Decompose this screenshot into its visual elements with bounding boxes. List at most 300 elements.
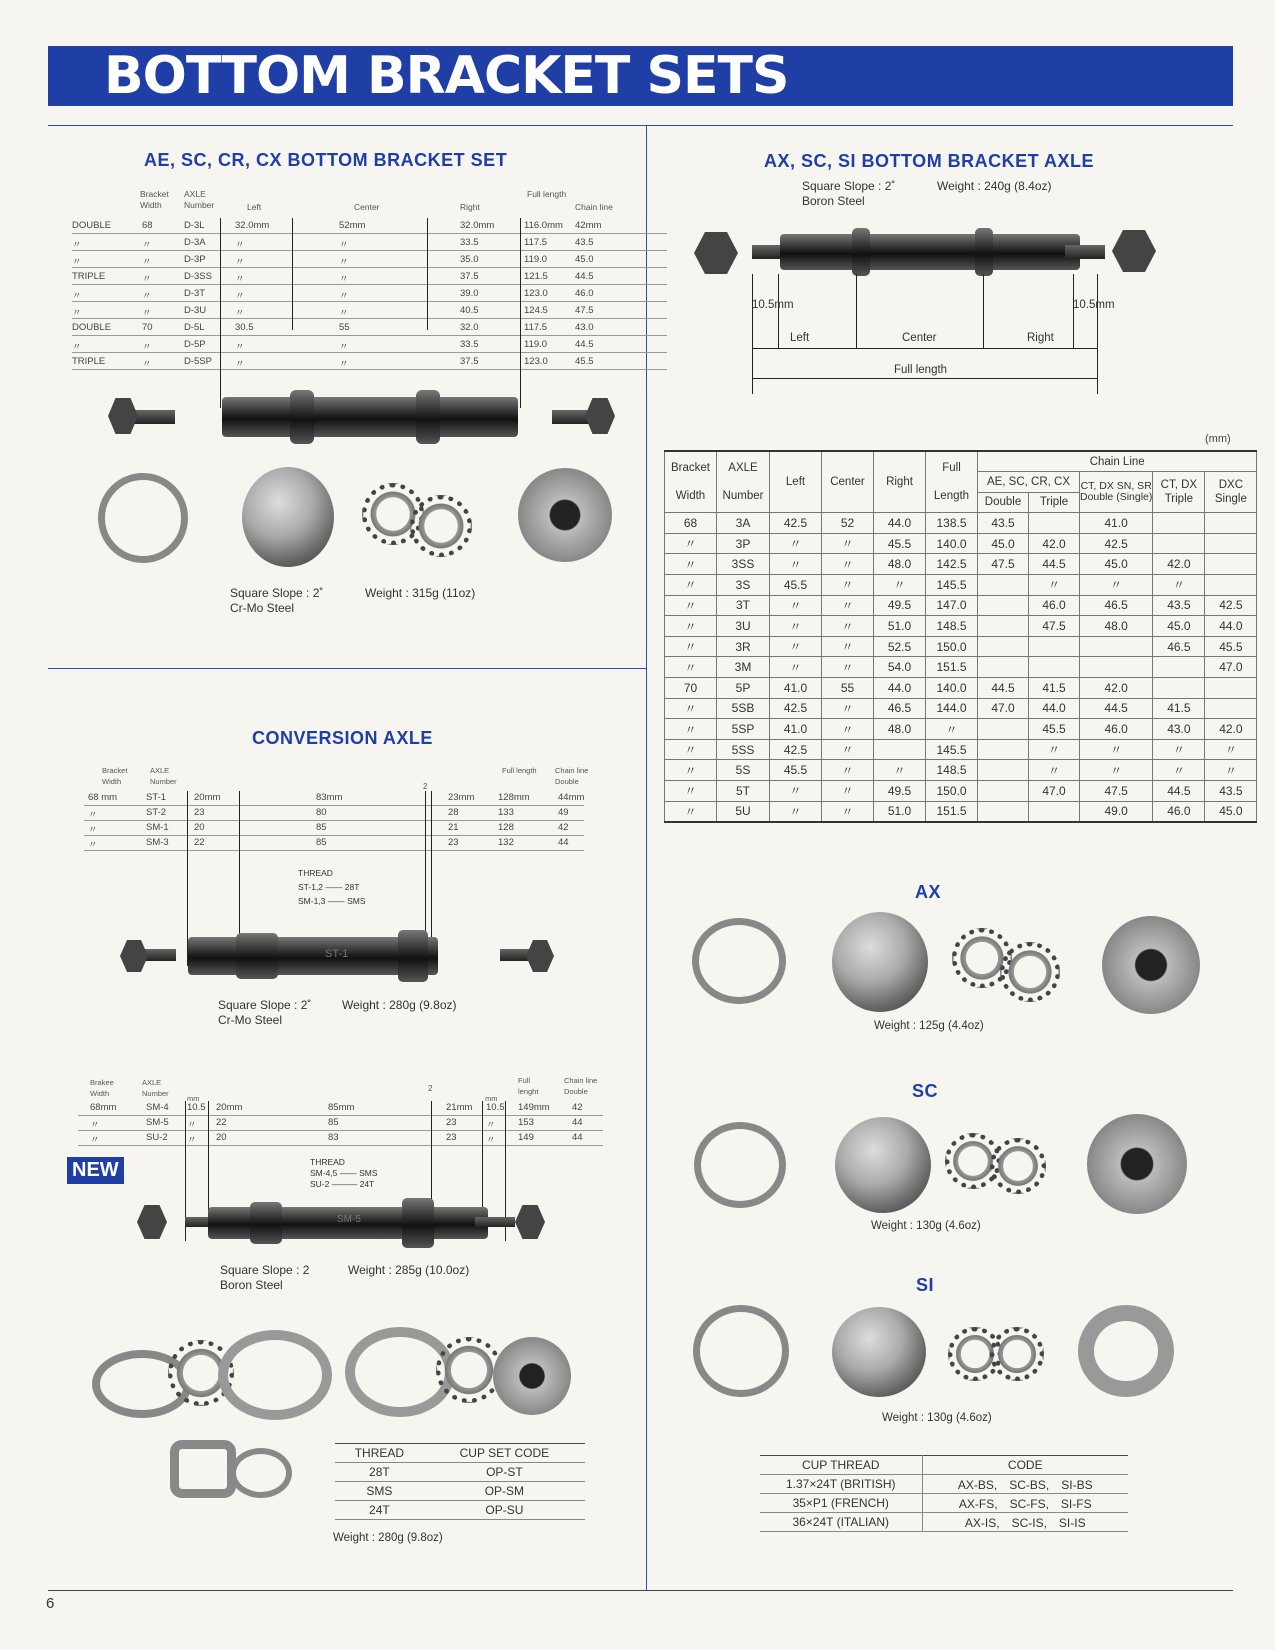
page-number: 6: [46, 1595, 55, 1612]
cup-thread-row: [760, 1475, 1128, 1494]
ae-cell-right: 33.5: [460, 339, 479, 350]
cell-width: 〃: [665, 636, 717, 657]
cell-axle: 5P: [717, 678, 770, 699]
ae-cell-full: 124.5: [524, 305, 548, 316]
ae-slope: Square Slope : 2˚: [230, 586, 324, 600]
new-thread-box: [310, 1157, 378, 1190]
cell-center: 55: [822, 678, 874, 699]
ax-slope: Square Slope : 2˚: [802, 179, 896, 193]
cell-ae-triple: 41.5: [1029, 678, 1080, 699]
ae-cell-right: 37.5: [460, 356, 479, 367]
ae-cell-type: 〃: [72, 291, 82, 302]
th-dxc-label: DXC: [1218, 479, 1244, 492]
ae-cell-center: 〃: [339, 308, 349, 319]
si-parts-weight: Weight : 130g (4.6oz): [882, 1412, 992, 1424]
ae-cell-right: 37.5: [460, 271, 479, 282]
cell-ae-double: [978, 781, 1029, 802]
new-cell-left: 20mm: [216, 1102, 243, 1113]
cell-width: 〃: [665, 554, 717, 575]
ae-cell-type: 〃: [72, 308, 82, 319]
fixed-cup: [832, 912, 928, 1012]
cell-axle: 3SS: [717, 554, 770, 575]
new-slope: Square Slope : 2: [220, 1263, 310, 1277]
cell-center: 〃: [822, 554, 874, 575]
cell-width: 〃: [665, 533, 717, 554]
cell-axle: 3U: [717, 616, 770, 637]
axle-table-row: [665, 698, 1257, 719]
cell-dxc-single: 47.0: [1205, 657, 1257, 678]
new-h-width: Brakee Width: [90, 1078, 114, 1098]
lock-ring: [694, 1122, 786, 1208]
ae-cell-full: 117.5: [524, 237, 548, 248]
dim-arrow-line: [752, 378, 1097, 379]
cell-right: 〃: [874, 760, 926, 781]
ax-material: Boron Steel: [802, 194, 865, 208]
cell-left: 41.0: [770, 678, 822, 699]
axle-shoulder: [416, 390, 440, 444]
cell-axle: 5SP: [717, 719, 770, 740]
conv-thread-line: SM-1,3 —— SMS: [298, 896, 366, 906]
adjustable-cup: [1102, 916, 1200, 1014]
cupset-thread: SMS: [335, 1482, 424, 1501]
cell-ct-dx-sn: 47.5: [1080, 781, 1153, 802]
ae-cell-left: 〃: [235, 308, 245, 319]
cell-width: 〃: [665, 760, 717, 781]
cell-left: 41.0: [770, 719, 822, 740]
lock-ring: [98, 473, 188, 563]
bearing-retainer: [436, 1337, 502, 1403]
axle-table-row: [665, 575, 1257, 596]
page-banner: [48, 46, 1233, 106]
cell-ae-double: [978, 616, 1029, 637]
cell-ct-dx-sn: 46.0: [1080, 719, 1153, 740]
ct-code: AX-BS, SC-BS, SI-BS: [922, 1475, 1128, 1494]
cell-axle: 5SB: [717, 698, 770, 719]
ae-row: [72, 337, 667, 353]
ae-cell-left: 〃: [235, 342, 245, 353]
ae-cell-center: 〃: [339, 359, 349, 370]
ae-cell-right: 35.0: [460, 254, 479, 265]
ae-cell-width: 〃: [142, 257, 152, 268]
cell-right: 51.0: [874, 616, 926, 637]
cell-width: 〃: [665, 575, 717, 596]
cell-dxc-single: [1205, 533, 1257, 554]
cell-full: 150.0: [926, 781, 978, 802]
cell-center: 〃: [822, 616, 874, 637]
new-axle-table: [78, 1075, 608, 1145]
new-cell-chain: 42: [572, 1102, 583, 1113]
conv-cell-right: 23: [448, 837, 459, 848]
conv-cell-axle: ST-1: [146, 792, 167, 803]
cone: [493, 1337, 571, 1415]
cell-ae-triple: 44.0: [1029, 698, 1080, 719]
ae-h-left: Left: [247, 202, 262, 212]
bolt-head: [108, 398, 138, 434]
ae-h-right: Right: [460, 202, 480, 212]
ae-cell-chain: 43.0: [575, 322, 594, 333]
conv-cell-full: 128: [498, 822, 514, 833]
ae-cell-type: DOUBLE: [72, 220, 112, 231]
cell-right: 48.0: [874, 554, 926, 575]
dim-line: [752, 274, 753, 394]
ae-cell-chain: 47.5: [575, 305, 594, 316]
lock-nut: [170, 1440, 236, 1498]
new-cell-full: 149mm: [518, 1102, 550, 1113]
ae-cell-type: TRIPLE: [72, 356, 106, 367]
ae-cell-type: TRIPLE: [72, 271, 106, 282]
th-left: Left: [770, 451, 822, 513]
cell-ae-triple: 42.0: [1029, 533, 1080, 554]
ae-cell-right: 39.0: [460, 288, 479, 299]
conv-row: [84, 821, 584, 836]
cell-ct-dx-triple: 44.5: [1153, 781, 1205, 802]
threaded-end: [1065, 245, 1105, 259]
ax-parts-label: AX: [915, 882, 942, 902]
cell-ae-double: [978, 739, 1029, 760]
new-cell-r1: 〃: [486, 1135, 496, 1146]
cell-ae-triple: 46.0: [1029, 595, 1080, 616]
lock-ring: [693, 1305, 789, 1397]
axle-nut: [694, 232, 738, 274]
cell-axle: 3T: [717, 595, 770, 616]
ct-h-code: CODE: [922, 1456, 1128, 1475]
ae-row: [72, 218, 667, 234]
dim-line: [427, 218, 428, 330]
cell-left: 〃: [770, 636, 822, 657]
cell-full: 142.5: [926, 554, 978, 575]
new-spec: [220, 1263, 309, 1293]
th-full: Full: [942, 462, 961, 475]
ae-cell-right: 32.0: [460, 322, 479, 333]
ae-row: [72, 320, 667, 336]
dim-line: [239, 791, 240, 956]
new-cell-center: 85mm: [328, 1102, 355, 1113]
axle-thread-section: [236, 933, 278, 979]
ae-cell-width: 〃: [142, 274, 152, 285]
cell-ae-triple: 45.5: [1029, 719, 1080, 740]
ae-cell-type: 〃: [72, 257, 82, 268]
th-width: Width: [675, 490, 706, 503]
ae-set-table: [72, 188, 667, 378]
conv-cell-left: 20: [194, 822, 205, 833]
ae-cell-left: 〃: [235, 274, 245, 285]
axle-nut: [1112, 230, 1156, 272]
cell-ct-dx-sn: 46.5: [1080, 595, 1153, 616]
cell-ct-dx-sn: 〃: [1080, 575, 1153, 596]
axle-table-row: [665, 616, 1257, 637]
cell-ct-dx-sn: 〃: [1080, 739, 1153, 760]
conv-cell-width: 〃: [88, 810, 98, 821]
cell-ae-double: [978, 760, 1029, 781]
th-ct-dx-sn: [1080, 472, 1153, 513]
bolt-head: [526, 940, 554, 972]
ae-cell-axle: D-3U: [184, 305, 207, 316]
cell-ct-dx-triple: 〃: [1153, 760, 1205, 781]
cell-right: 44.0: [874, 513, 926, 534]
cell-full: 140.0: [926, 533, 978, 554]
dim-arrow-line: [752, 348, 1097, 349]
ae-row: [72, 354, 667, 370]
adjustable-cup: [1087, 1114, 1187, 1214]
conv-gap: 2: [423, 782, 428, 791]
conversion-table: [84, 765, 604, 875]
new-h-mm: mm: [187, 1094, 200, 1103]
ct-thread: 1.37×24T (BRITISH): [760, 1475, 922, 1494]
cell-full: 〃: [926, 719, 978, 740]
ae-cell-width: 〃: [142, 240, 152, 251]
axle-table-row: [665, 760, 1257, 781]
ae-cell-full: 123.0: [524, 356, 548, 367]
axle-table-row: [665, 533, 1257, 554]
cell-full: 147.0: [926, 595, 978, 616]
cell-center: 〃: [822, 801, 874, 822]
axle-table-row: [665, 554, 1257, 575]
cell-width: 〃: [665, 739, 717, 760]
cell-left: 〃: [770, 657, 822, 678]
conv-cell-right: 21: [448, 822, 459, 833]
cell-axle: 5T: [717, 781, 770, 802]
fixed-cup: [242, 467, 334, 567]
cell-dxc-single: 42.5: [1205, 595, 1257, 616]
new-cell-left: 22: [216, 1117, 227, 1128]
ax-dim-right: Right: [1027, 332, 1054, 344]
cell-full: 148.5: [926, 760, 978, 781]
cell-right: 51.0: [874, 801, 926, 822]
conv-cell-center: 85: [316, 822, 327, 833]
cell-dxc-single: 〃: [1205, 739, 1257, 760]
axle-table-row: [665, 739, 1257, 760]
new-cell-width: 〃: [90, 1120, 100, 1131]
cell-ct-dx-sn: 42.0: [1080, 678, 1153, 699]
dim-line: [520, 218, 521, 408]
cell-ae-double: 47.0: [978, 698, 1029, 719]
ae-cell-center: 〃: [339, 274, 349, 285]
ae-cell-width: 〃: [142, 308, 152, 319]
conv-row: [84, 791, 584, 806]
new-cell-left: 20: [216, 1132, 227, 1143]
axle-shoulder: [852, 228, 870, 276]
th-ct-dx-label: CT, DX: [1160, 479, 1198, 492]
cell-ae-double: 45.0: [978, 533, 1029, 554]
axle-shoulder: [290, 390, 314, 444]
ae-h-axle: AXLE Number: [184, 189, 215, 210]
cell-left: 〃: [770, 616, 822, 637]
th-ae-group: AE, SC, CR, CX: [978, 472, 1080, 493]
bearing-retainer: [990, 1138, 1046, 1194]
ct-thread: 36×24T (ITALIAN): [760, 1513, 922, 1532]
cupset-row: [335, 1501, 585, 1520]
ae-cell-chain: 45.0: [575, 254, 594, 265]
conv-thread-line: ST-1,2 —— 28T: [298, 882, 360, 892]
cell-center: 52: [822, 513, 874, 534]
axle-thread-section: [402, 1198, 434, 1248]
conv-cell-width: 〃: [88, 840, 98, 851]
conv-spec: [218, 998, 311, 1028]
axle-shoulder: [975, 228, 993, 276]
cell-right: 52.5: [874, 636, 926, 657]
new-badge: NEW: [67, 1157, 124, 1184]
new-thread-line: SU-2 ——— 24T: [310, 1179, 375, 1189]
cell-ct-dx-triple: 41.5: [1153, 698, 1205, 719]
cell-right: 49.5: [874, 595, 926, 616]
cell-center: 〃: [822, 781, 874, 802]
cell-width: 〃: [665, 719, 717, 740]
new-cell-axle: SM-4: [146, 1102, 169, 1113]
cell-right: 44.0: [874, 678, 926, 699]
th-right: Right: [874, 451, 926, 513]
cupset-h-code: CUP SET CODE: [424, 1444, 585, 1463]
ae-cell-full: 117.5: [524, 322, 548, 333]
cupset-code: OP-SM: [424, 1482, 585, 1501]
cell-axle: 3A: [717, 513, 770, 534]
ae-cell-type: 〃: [72, 342, 82, 353]
ae-cell-chain: 44.5: [575, 271, 594, 282]
cell-ae-triple: [1029, 657, 1080, 678]
th-number: Number: [722, 490, 764, 503]
cup: [218, 1330, 332, 1420]
cell-right: 48.0: [874, 719, 926, 740]
axle-table-body: [665, 513, 1257, 822]
conv-cell-center: 85: [316, 837, 327, 848]
cell-ct-dx-triple: [1153, 657, 1205, 678]
cell-left: 42.5: [770, 698, 822, 719]
cell-ae-double: [978, 595, 1029, 616]
axle-table-row: [665, 781, 1257, 802]
cell-ae-triple: [1029, 513, 1080, 534]
ae-cell-right: 33.5: [460, 237, 479, 248]
axle-nut: [515, 1205, 545, 1239]
top-rule: [48, 125, 1233, 126]
ct-thread: 35×P1 (FRENCH): [760, 1494, 922, 1513]
ae-cell-chain: 45.5: [575, 356, 594, 367]
ae-cell-chain: 43.5: [575, 237, 594, 248]
cell-ct-dx-triple: 〃: [1153, 575, 1205, 596]
conv-cell-left: 23: [194, 807, 205, 818]
cupset-row: [335, 1482, 585, 1501]
ax-dim-center: Center: [902, 332, 937, 344]
cell-width: 〃: [665, 781, 717, 802]
washer: [230, 1448, 292, 1498]
new-cell-axle: SM-5: [146, 1117, 169, 1128]
conv-thread-title: THREAD: [298, 868, 333, 878]
cell-ct-dx-sn: 45.0: [1080, 554, 1153, 575]
conv-cell-axle: SM-1: [146, 822, 169, 833]
cell-dxc-single: [1205, 513, 1257, 534]
conv-cell-right: 23mm: [448, 792, 475, 803]
ae-h-center: Center: [354, 202, 380, 212]
ae-cell-chain: 44.5: [575, 339, 594, 350]
cupset-row: [335, 1463, 585, 1482]
ae-h-chain: Chain line: [575, 202, 613, 212]
cell-full: 145.5: [926, 739, 978, 760]
ae-h-width: Bracket Width: [140, 189, 169, 210]
th-bracket-width: [665, 451, 717, 513]
new-cell-axle: SU-2: [146, 1132, 168, 1143]
ae-cell-center: 55: [339, 322, 350, 333]
ax-dim-left: Left: [790, 332, 810, 344]
cell-ct-dx-sn: [1080, 636, 1153, 657]
cell-center: 〃: [822, 698, 874, 719]
ae-spec: [230, 586, 323, 616]
ae-cell-width: 70: [142, 322, 153, 333]
ax-axle: [780, 234, 1080, 270]
conv-cell-left: 22: [194, 837, 205, 848]
cell-ct-dx-sn: 42.5: [1080, 533, 1153, 554]
cell-width: 〃: [665, 801, 717, 822]
cell-right: 46.5: [874, 698, 926, 719]
cell-ct-dx-triple: [1153, 533, 1205, 554]
ae-cell-right: 32.0mm: [460, 220, 495, 231]
ax-dim-right-end: 10.5mm: [1073, 299, 1115, 311]
ae-cell-center: 〃: [339, 257, 349, 268]
cupset-body: [335, 1463, 585, 1520]
cell-ct-dx-triple: [1153, 678, 1205, 699]
ae-cell-axle: D-5L: [184, 322, 205, 333]
cell-ct-dx-sn: 49.0: [1080, 801, 1153, 822]
new-cell-width: 68mm: [90, 1102, 117, 1113]
adjustable-cup: [518, 468, 612, 562]
new-h-axle: AXLE Number: [142, 1078, 169, 1098]
dim-line: [292, 218, 293, 330]
cell-ct-dx-triple: 〃: [1153, 739, 1205, 760]
cell-ae-double: [978, 719, 1029, 740]
th-ct-dx: [1153, 472, 1205, 513]
th-axle-number: [717, 451, 770, 513]
dim-line: [1097, 274, 1098, 394]
dim-line: [983, 274, 984, 349]
cell-center: 〃: [822, 533, 874, 554]
ae-row: [72, 269, 667, 285]
sc-parts-weight: Weight : 130g (4.6oz): [871, 1220, 981, 1232]
cupset-code: OP-SU: [424, 1501, 585, 1520]
cell-left: 〃: [770, 595, 822, 616]
new-row: [78, 1116, 603, 1131]
cell-axle: 3R: [717, 636, 770, 657]
new-cell-r1: 〃: [486, 1120, 496, 1131]
cell-ae-double: 43.5: [978, 513, 1029, 534]
conv-cell-chain: 44mm: [558, 792, 585, 803]
cell-dxc-single: 〃: [1205, 760, 1257, 781]
ae-cell-width: 〃: [142, 291, 152, 302]
ae-material: Cr-Mo Steel: [230, 601, 295, 615]
cell-left: 〃: [770, 533, 822, 554]
conv-cell-chain: 44: [558, 837, 569, 848]
cell-ae-double: [978, 657, 1029, 678]
th-ct-dx-sub: Triple: [1164, 493, 1194, 506]
th-full-length: [926, 451, 978, 513]
cell-ct-dx-triple: 46.0: [1153, 801, 1205, 822]
ae-cell-left: 〃: [235, 359, 245, 370]
units-label: (mm): [1205, 433, 1231, 445]
ct-h-thread: CUP THREAD: [760, 1456, 922, 1475]
new-thread-title: THREAD: [310, 1157, 345, 1167]
bolt-head: [585, 398, 615, 434]
new-cell-l1: 〃: [187, 1135, 197, 1146]
ae-cell-type: DOUBLE: [72, 322, 112, 333]
cell-center: 〃: [822, 657, 874, 678]
axle-table-row: [665, 636, 1257, 657]
conv-cell-left: 20mm: [194, 792, 221, 803]
conv-slope: Square Slope : 2˚: [218, 998, 312, 1012]
new-weight: Weight : 285g (10.0oz): [348, 1263, 470, 1277]
cupset-thread: 24T: [335, 1501, 424, 1520]
ae-cell-left: 〃: [235, 257, 245, 268]
new-cell-chain: 44: [572, 1117, 583, 1128]
cell-axle: 5U: [717, 801, 770, 822]
cell-width: 〃: [665, 657, 717, 678]
cell-center: 〃: [822, 739, 874, 760]
cell-full: 138.5: [926, 513, 978, 534]
